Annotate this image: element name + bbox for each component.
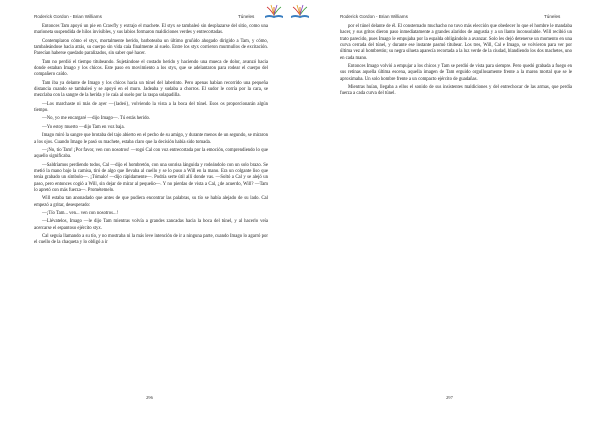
right-page [300, 0, 600, 424]
paragraph: —¡Tío Tam... ven... ven con nosotros...! [42, 210, 119, 216]
page-number: 296 [146, 395, 153, 400]
paragraph: —No, yo me encargaré —dijo Imago—. Tú estás herido. [42, 116, 151, 122]
paragraph: Will estaba tan anonadado que antes de que pudiera encontrar las palabras, su tío se había alejado de su lado. Cal empezó a gritar, desesperado: [34, 196, 268, 208]
paragraph: Cal seguía llamando a su tío, y no mostraba ni la más leve intención de ir a ninguna parte, cuando Imago lo agarró por el cuello de la chaqueta y lo obligó a ir [34, 233, 268, 246]
book-logo-icon [289, 4, 311, 20]
header-title: Túneles [544, 14, 561, 19]
book-logo-icon [263, 4, 285, 20]
paragraph: Tam no perdió el tiempo titubeando. Sujetándose el costado herido y haciendo una mueca de dolor, avanzó hacia donde estaban Imago y los chicos. Este paso en movimiento a los styx, que se adelantaron para rodear el cuerpo del compañero caído. [34, 59, 268, 78]
paragraph: Tam iba ya delante de Imago y los chicos hacia un túnel del laberinto. Pero apenas habían recorrido una pequeña distancia cuando se tambaleó y se apoyó en el muro. Jadeaba y sudaba a chorros. El sudor le corría por la cara, se mezclaba con la sangre de la herida y le caía al suelo por la raspa solapadilla. [34, 80, 268, 99]
paragraph: —Llévatelos, Imago —le dijo Tam mientras volvía a grandes zancadas hacia la boca del túnel, y al hacerlo veía acercarse el espantoso ejército styx. [34, 219, 268, 231]
header-title: Túneles [238, 14, 255, 19]
header-author: Roderick Gordon - Brian Williams [340, 14, 408, 19]
right-page-body [340, 24, 572, 100]
paragraph: —Yo estoy muerto —dijo Tam en voz baja. [42, 124, 125, 130]
paragraph: —Los marchaste ni más de ayer —{ladeó}, volviendo la vista a la boca del túnel. Esos os proporcionarán algún tiempo. [34, 101, 268, 114]
paragraph: Imago miró la sangre que brotaba del tajo abierto en el pecho de su amigo, y durante menos de un segundo, se miraron a los ojos. Cuando Imago le pasó su machete, estaba claro que la decisión había sido tomada. [34, 133, 268, 145]
paragraph: Entonces Tam apoyó un pie en Crawfly y extrajo el machete. El styx se tambaleó sin desplazarse del sitio, como una marioneta suspendida de hilos invisibles, y sus labios formaron maldiciones verdes y entrecortadas. [34, 24, 268, 36]
paragraph: Mientras huían, llegaba a ellos el sonido de sus insistentes maldiciones y del entrechocar de las armas, que perdía fuerza a cada curva del túnel. [340, 85, 572, 97]
paragraph: Contemplaron cómo el styx, mortalmente herido, barboteaba un último gruñido ahogado dirigido a Tam, y cómo, tambaleándose hacia atrás, su cuerpo sin vida caía finalmente al suelo. Entre los styx corrieron murmullos de excitación. Parecían haberse quedado paralizados, sin saber qué hacer. [34, 38, 268, 57]
paragraph: —Saldríamos perdiendo todos, Cal —dijo el hombretón, con una sonrisa lánguida y rodeándolo con un solo brazo. Se metió la mano bajo la camisa, tiró de algo que llevaba al cuello y se lo puso a Will en la mano. Era un colgante liso que tenía grabado un símbolo—. ¡Tómalo! —dijo rápidamente—. Podría serte útil allí donde vas. —Soltó a Cal y se alejó un paso, pero entonces cogió a Will, sin dejar de mirar al pequeño—. Y no pierdas de vista a Cal, ¿de acuerdo, Will? —Tam lo apretó con más fuerza—. Prométemelo. [34, 162, 268, 193]
paragraph: Entonces Imago volvió a empujar a los chicos y Tam se perdió de vista para siempre. Pero quedó grabada a fuego en sus retinas aquella última escena, aquella imagen de Tam erguido orgullosamente frente a la marea mortal que se le aproximaba. Un solo hombre frente a un compacto ejército de guadañas. [340, 64, 572, 82]
header-author: Roderick Gordon - Brian Williams [34, 14, 102, 19]
paragraph: por el túnel delante de él. El consternado muchacho no tuvo más elección que obedecer lo que el hombre le mandaba hacer, y sus gritos dieron paso inmediatamente a grandes alaridos de angustia y a un llanto inconsolable. Will recibió un trato parecido, pues Imago le empujaba por la espalda obligándolo a avanzar. Solo les dejó detenerse un momento en una curva cerrada del túnel, y durante ese instante pasmó titubear. Los tres, Will, Cal e Imago, se volvieron para ver por última vez al hombretón; su negra silueta aparecía recortada a la luz verde de la ciudad, blandiendo los dos machetes, uno en cada mano. [340, 24, 572, 61]
page-number: 297 [446, 395, 453, 400]
left-page-body [34, 24, 268, 249]
paragraph: —¡No, tío Tam! ¡Por favor, ven con nosotros! —rogó Cal con voz entrecortada por la emoción, comprendiendo lo que aquello significaba. [34, 147, 268, 160]
